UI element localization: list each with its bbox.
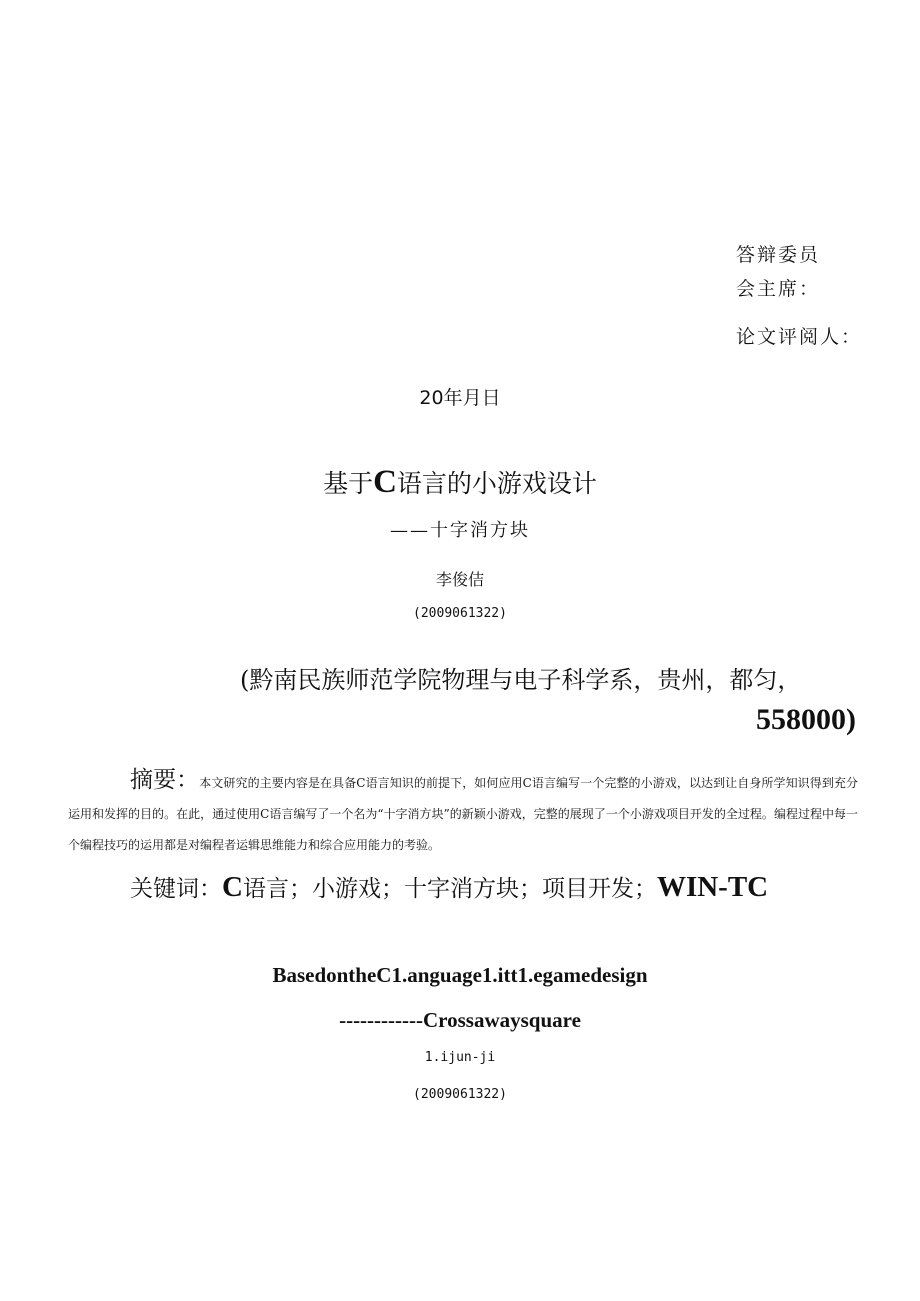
date-line: 20年月日 — [419, 387, 501, 409]
thesis-subtitle: ——十字消方块 — [390, 520, 530, 541]
thesis-reviewer-label: 论文评阅人： — [736, 326, 863, 348]
committee-chair-line1: 答辩委员 — [736, 244, 821, 266]
keywords-label: 关键词： — [130, 876, 222, 902]
keyword-c: C — [222, 871, 243, 903]
title-prefix: 基于 — [323, 469, 374, 498]
postcode: 558000) — [756, 703, 856, 736]
english-student-id: (2009061322) — [413, 1087, 507, 1102]
keywords-list: 语言；小游戏；十字消方块；项目开发； — [242, 876, 657, 902]
affiliation: (黔南民族师范学院物理与电子科学系，贵州，都匀， — [240, 666, 802, 694]
keyword-wintc: WIN-TC — [656, 871, 769, 903]
abstract-paragraph — [68, 765, 858, 861]
author-name: 李俊佶 — [435, 570, 484, 589]
english-title: BasedontheC1.anguage1.itt1.egamedesign — [272, 963, 648, 987]
thesis-title — [0, 464, 920, 501]
abstract-label: 摘要： — [130, 767, 200, 793]
defense-committee-chair — [736, 238, 856, 306]
title-rest: 语言的小游戏设计 — [396, 469, 597, 498]
title-letter: C — [373, 464, 397, 500]
abstract-text: 本文研究的主要内容是在具备C语言知识的前提下，如何应用C语言编写一个完整的小游戏，以达到让自身所学知识得到充分运用和发挥的目的。在此，通过使用C语言编写了一个名为“十字消方块”的新颖小游戏，完整的展现了一个小游戏项目开发的全过程。编程过程中每一个编程技巧的运用都是对编程者运辑思维能力和综合应用能力的考验。 — [68, 776, 858, 852]
committee-chair-line2: 会主席： — [736, 278, 821, 300]
keywords-line — [130, 870, 768, 904]
english-subtitle: ------------Crossawaysquare — [339, 1008, 581, 1032]
english-author: 1.ijun-ji — [424, 1050, 496, 1065]
student-id: (2009061322) — [413, 606, 507, 621]
